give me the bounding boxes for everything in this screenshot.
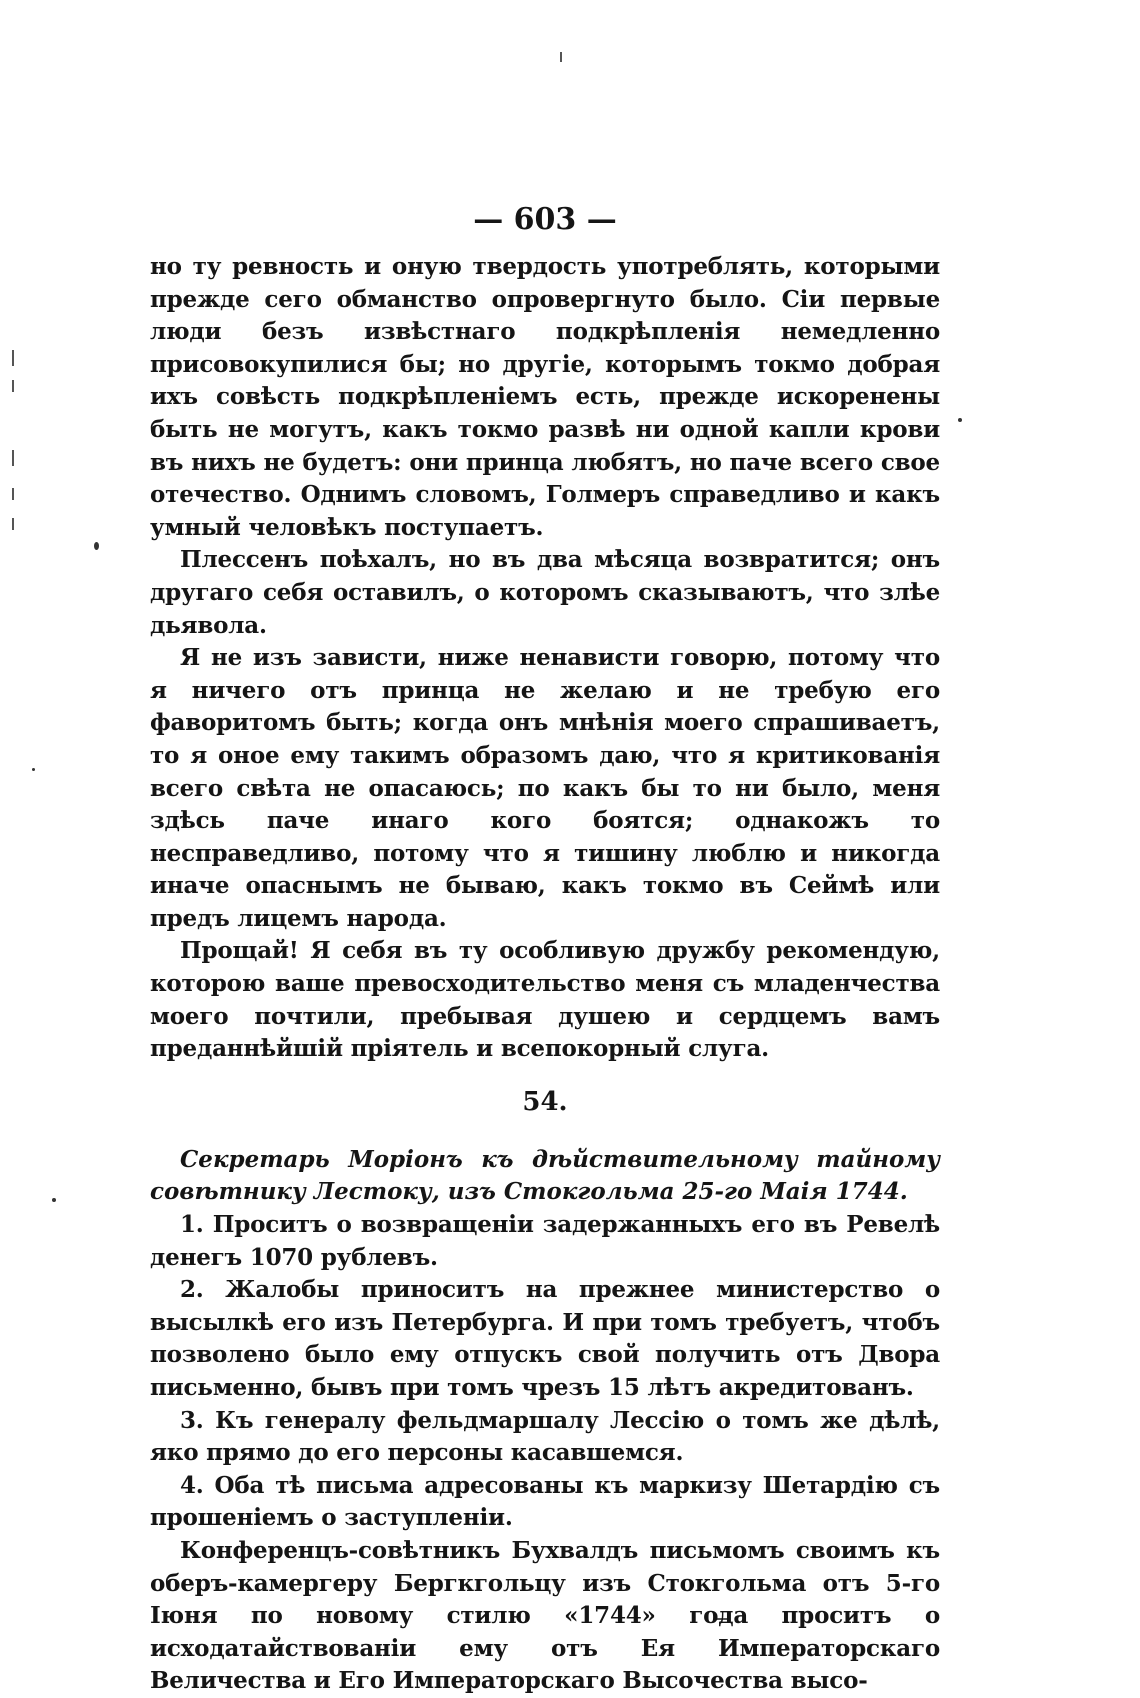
paragraph: Конференцъ-совѣтникъ Бухвалдъ письмомъ своимъ къ оберъ-камергеру Бергкгольцу изъ Стокгольма отъ 5-го Іюня по новому стилю «1744» года проситъ о исходатайствованіи ему отъ Ея Императорскаго Величества и Его Императорскаго Высочества высо- bbox=[150, 1536, 940, 1695]
scan-speck bbox=[52, 1198, 56, 1202]
paragraph: Плессенъ поѣхалъ, но въ два мѣсяца возвратится; онъ другаго себя оставилъ, о которомъ сказываютъ, что злѣе дьявола. bbox=[150, 546, 940, 639]
paragraph: Прощай! Я себя въ ту особливую дружбу рекомендую, которою ваше превосходительство меня съ младенчества моего почтили, пребывая душею и сердцемъ вамъ преданнѣйшій пріятель и всепокорный слуга. bbox=[150, 937, 940, 1063]
scan-mark bbox=[560, 52, 562, 62]
paragraph: Я не изъ зависти, ниже ненависти говорю, потому что я ничего отъ принца не желаю и не требую его фаворитомъ быть; когда онъ мнѣнія моего спрашиваетъ, то я оное ему такимъ образомъ даю, что я критикованія всего свѣта не опасаюсь; по какъ бы то ни было, меня здѣсь паче инаго кого боятся; однакожъ то несправедливо, потому что я тишину люблю и никогда иначе опаснымъ не бываю, какъ токмо въ Сеймѣ или предъ лицемъ народа. bbox=[150, 644, 940, 932]
scan-mark bbox=[12, 518, 14, 530]
summary-item: 1. Проситъ о возвращеніи задержанныхъ его въ Ревелѣ денегъ 1070 рублевъ. bbox=[150, 1211, 940, 1271]
scan-speck bbox=[958, 418, 962, 422]
letter-heading: Секретарь Моріонъ къ дѣйствительному тайному совѣтнику Лестоку, изъ Стокгольма 25-го Маія 1744. bbox=[150, 1145, 940, 1206]
summary-item: 3. Къ генералу фельдмаршалу Лессію о томъ же дѣлѣ, яко прямо до его персоны касавшемся. bbox=[150, 1406, 940, 1467]
page-number: — 603 — bbox=[473, 202, 617, 237]
scan-mark bbox=[12, 380, 14, 392]
paragraph: но ту ревность и оную твердость употреблять, которыми прежде сего обманство опровергнуто было. Сіи первые люди безъ извѣстнаго подкрѣпленія немедленно присовокупилися бы; но другіе, которымъ токмо добрая ихъ совѣсть подкрѣпленіемъ есть, прежде искоренены быть не могутъ, какъ токмо развѣ ни одной капли крови въ нихъ не будетъ: они принца любятъ, но паче всего свое отечество. Однимъ словомъ, Голмеръ справедливо и какъ умный человѣкъ поступаетъ. bbox=[150, 253, 940, 541]
scan-mark bbox=[12, 350, 14, 366]
section-number: 54. bbox=[522, 1086, 568, 1117]
summary-item: 4. Оба тѣ письма адресованы къ маркизу Шетардію съ прошеніемъ о заступленіи. bbox=[150, 1471, 940, 1532]
scan-speck bbox=[94, 542, 99, 550]
scan-speck bbox=[32, 768, 35, 771]
book-page bbox=[150, 195, 940, 1698]
scan-mark bbox=[12, 450, 14, 466]
summary-item: 2. Жалобы приноситъ на прежнее министерство о высылкѣ его изъ Петербурга. И при томъ требуетъ, чтобъ позволено было ему отпускъ свой получить отъ Двора письменно, бывъ при томъ чрезъ 15 лѣтъ акредитованъ. bbox=[150, 1276, 940, 1401]
scan-mark bbox=[12, 488, 14, 500]
